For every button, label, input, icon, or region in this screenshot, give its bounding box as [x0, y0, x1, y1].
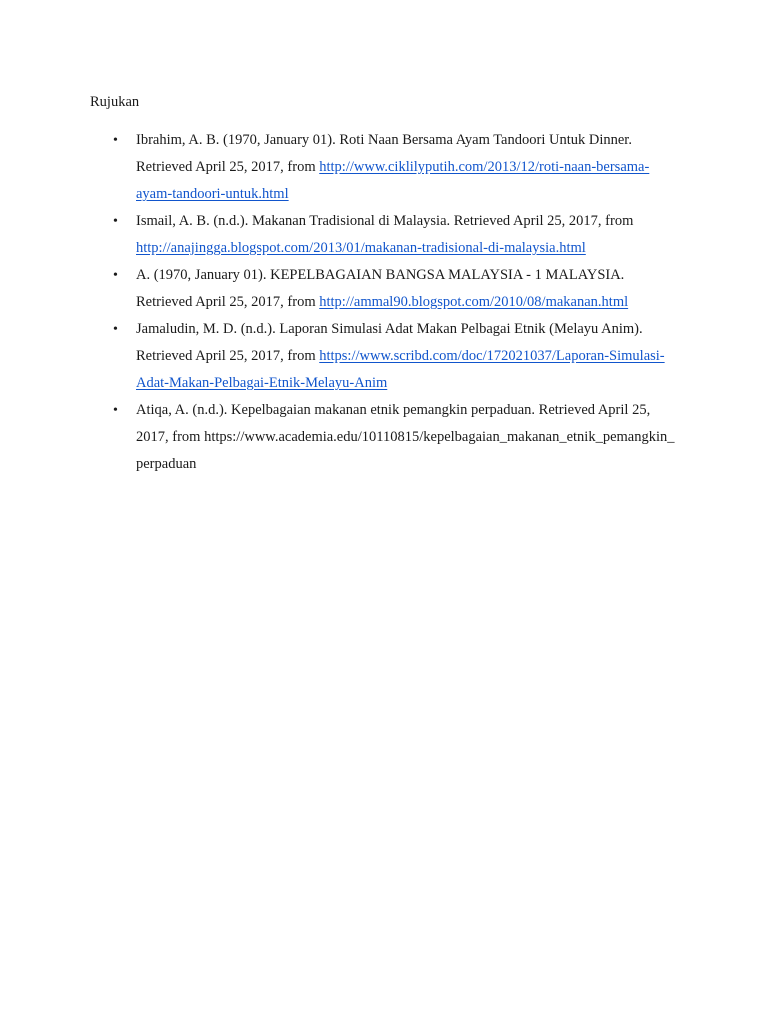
bullet-icon: •	[113, 214, 118, 229]
page-title: Rujukan	[90, 94, 140, 110]
reference-list	[113, 127, 676, 478]
bullet-icon: •	[113, 322, 118, 337]
list-item	[113, 262, 676, 316]
reference-text: Ibrahim, A. B. (1970, January 01). Roti Naan Bersama Ayam Tandoori Untuk Dinner. Retrieved April 25, 2017, from	[136, 132, 632, 175]
reference-url-text: https://www.academia.edu/10110815/kepelbagaian_makanan_etnik_pemangkin_perpaduan	[136, 429, 675, 472]
list-item	[113, 316, 676, 397]
list-item	[113, 397, 676, 478]
reference-text: Atiqa, A. (n.d.). Kepelbagaian makanan etnik pemangkin perpaduan. Retrieved April 25, 2017, from	[136, 402, 651, 445]
list-item	[113, 127, 676, 208]
bullet-icon: •	[113, 268, 118, 283]
reference-text: Jamaludin, M. D. (n.d.). Laporan Simulasi Adat Makan Pelbagai Etnik (Melayu Anim). Retrieved April 25, 2017, from	[136, 321, 643, 364]
reference-link[interactable]: http://www.ciklilyputih.com/2013/12/roti-naan-bersama-ayam-tandoori-untuk.html	[136, 159, 650, 202]
reference-link[interactable]: https://www.scribd.com/doc/172021037/Laporan-Simulasi-Adat-Makan-Pelbagai-Etnik-Melayu-Anim	[136, 348, 665, 391]
reference-link[interactable]: http://anajingga.blogspot.com/2013/01/makanan-tradisional-di-malaysia.html	[136, 240, 586, 256]
reference-link[interactable]: http://ammal90.blogspot.com/2010/08/makanan.html	[319, 294, 629, 310]
reference-text: A. (1970, January 01). KEPELBAGAIAN BANGSA MALAYSIA - 1 MALAYSIA. Retrieved April 25, 2017, from	[136, 267, 625, 310]
list-item	[113, 208, 676, 262]
bullet-icon: •	[113, 403, 118, 418]
bullet-icon: •	[113, 133, 118, 148]
reference-text: Ismail, A. B. (n.d.). Makanan Tradisional di Malaysia. Retrieved April 25, 2017, from	[136, 213, 634, 229]
